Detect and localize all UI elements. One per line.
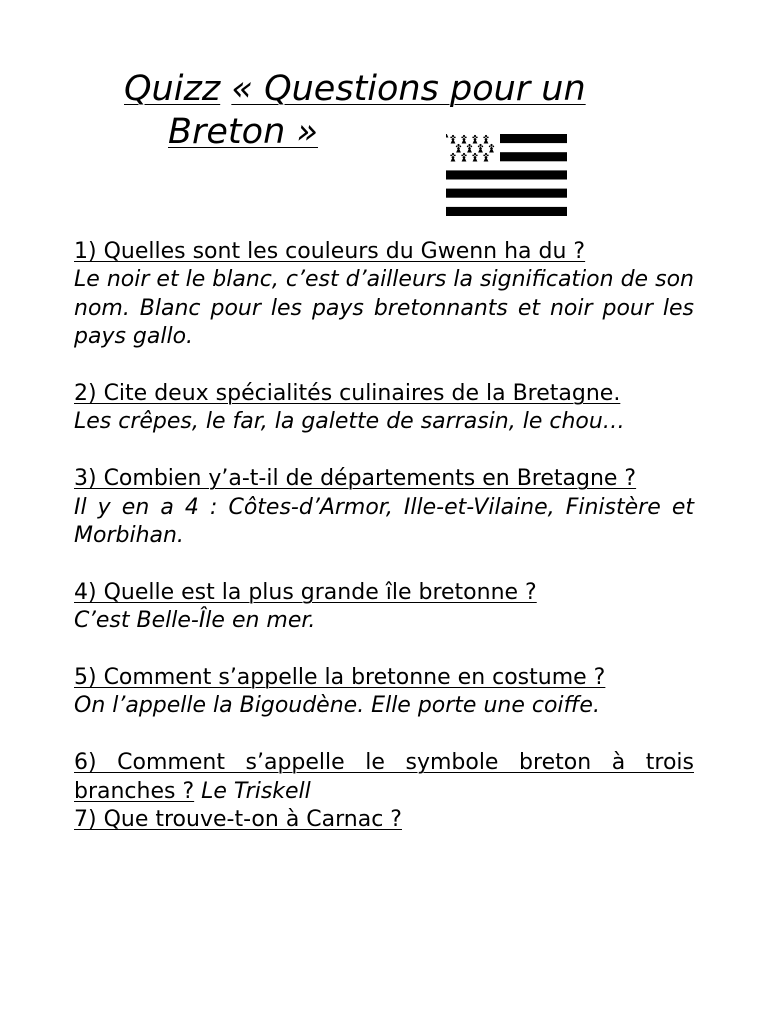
title-line-1 bbox=[124, 68, 768, 111]
question-6: 6) Comment s’appelle le symbole breton à trois branches ? bbox=[74, 750, 694, 804]
question-2: 2) Cite deux spécialités culinaires de la Bretagne. bbox=[74, 381, 621, 407]
question-block-2 bbox=[74, 380, 694, 437]
ermine-spots bbox=[446, 134, 494, 162]
quiz-content bbox=[74, 238, 694, 834]
question-block-7 bbox=[74, 806, 694, 834]
question-block-6 bbox=[74, 749, 694, 806]
answer-2: Les crêpes, le far, la galette de sarrasin, le chou… bbox=[74, 409, 625, 435]
answer-1: Le noir et le blanc, c’est d’ailleurs la signification de son nom. Blanc pour les pays bretonnants et noir pour les pays gallo. bbox=[74, 267, 694, 350]
answer-3: Il y en a 4 : Côtes-d’Armor, Ille-et-Vilaine, Finistère et Morbihan. bbox=[74, 494, 694, 549]
question-block-1 bbox=[74, 238, 694, 352]
answer-6: Le Triskell bbox=[201, 778, 311, 804]
question-6-line bbox=[74, 749, 694, 806]
question-7: 7) Que trouve-t-on à Carnac ? bbox=[74, 807, 402, 833]
question-1: 1) Quelles sont les couleurs du Gwenn ha du ? bbox=[74, 239, 586, 264]
question-3: 3) Combien y’a-t-il de départements en Bretagne ? bbox=[74, 466, 637, 492]
answer-4: C’est Belle-Île en mer. bbox=[74, 608, 316, 634]
gwenn-ha-du-flag-icon bbox=[446, 134, 567, 216]
page-title bbox=[0, 68, 768, 154]
question-5: 5) Comment s’appelle la bretonne en costume ? bbox=[74, 665, 606, 691]
title-breton: Breton » bbox=[168, 112, 318, 152]
question-block-5 bbox=[74, 664, 694, 721]
question-4: 4) Quelle est la plus grande île bretonne ? bbox=[74, 579, 537, 605]
title-quizz: Quizz bbox=[124, 69, 221, 109]
title-questions: « Questions pour un bbox=[231, 69, 586, 109]
question-block-4 bbox=[74, 579, 694, 636]
question-block-3 bbox=[74, 465, 694, 550]
answer-5: On l’appelle la Bigoudène. Elle porte une coiffe. bbox=[74, 693, 600, 719]
